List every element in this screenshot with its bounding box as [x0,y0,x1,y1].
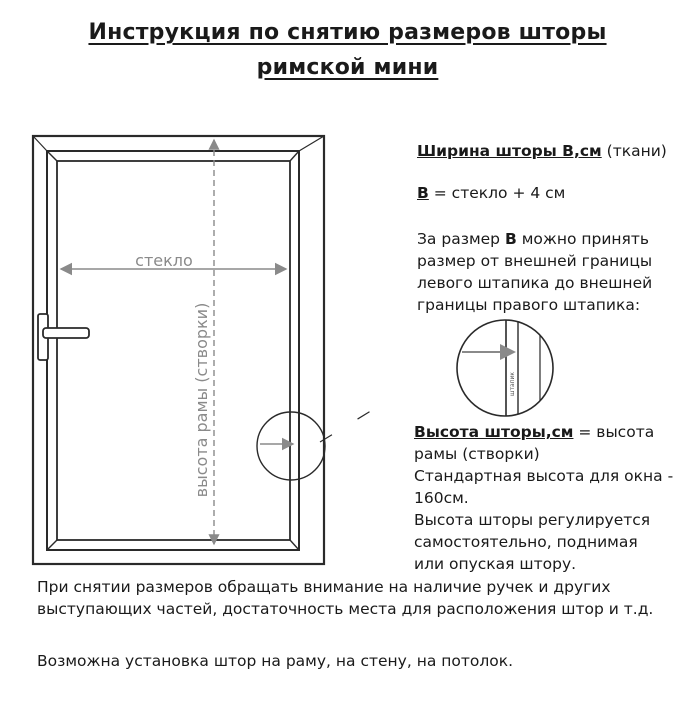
page-title-line-2: римской мини [256,55,439,80]
detail-circle-large [457,320,553,416]
window-frame-outer [33,136,324,564]
detail-label: штапик [509,371,516,397]
detail-circle-small [257,412,325,480]
height-label: высота рамы (створки) [192,302,211,498]
height-block: Высота шторы,см = высота рамы (створки) Стандартная высота для окна - 160см. Высота шторы регулируется самостоятельно, поднимая или опуская штору. [414,423,674,573]
window-glass [57,161,290,540]
window-sash [47,151,299,550]
width-formula: В = стекло + 4 см [417,184,566,202]
window-handle-icon [38,314,89,360]
note-installation: Возможна установка штор на раму, на стену, на потолок. [37,652,514,670]
glass-label: стекло [135,251,193,270]
detail-connector [320,398,392,442]
width-note: За размер В можно принять размер от внешней границы левого штапика до внешней границы правого штапика: [417,230,653,314]
width-heading: Ширина шторы В,см (ткани) [417,142,667,160]
page-title-line-1: Инструкция по снятию размеров шторы [88,20,607,45]
note-measurements: При снятии размеров обращать внимание на наличие ручек и других выступающих частей, достаточность места для расположения штор и т.д. [37,578,654,618]
